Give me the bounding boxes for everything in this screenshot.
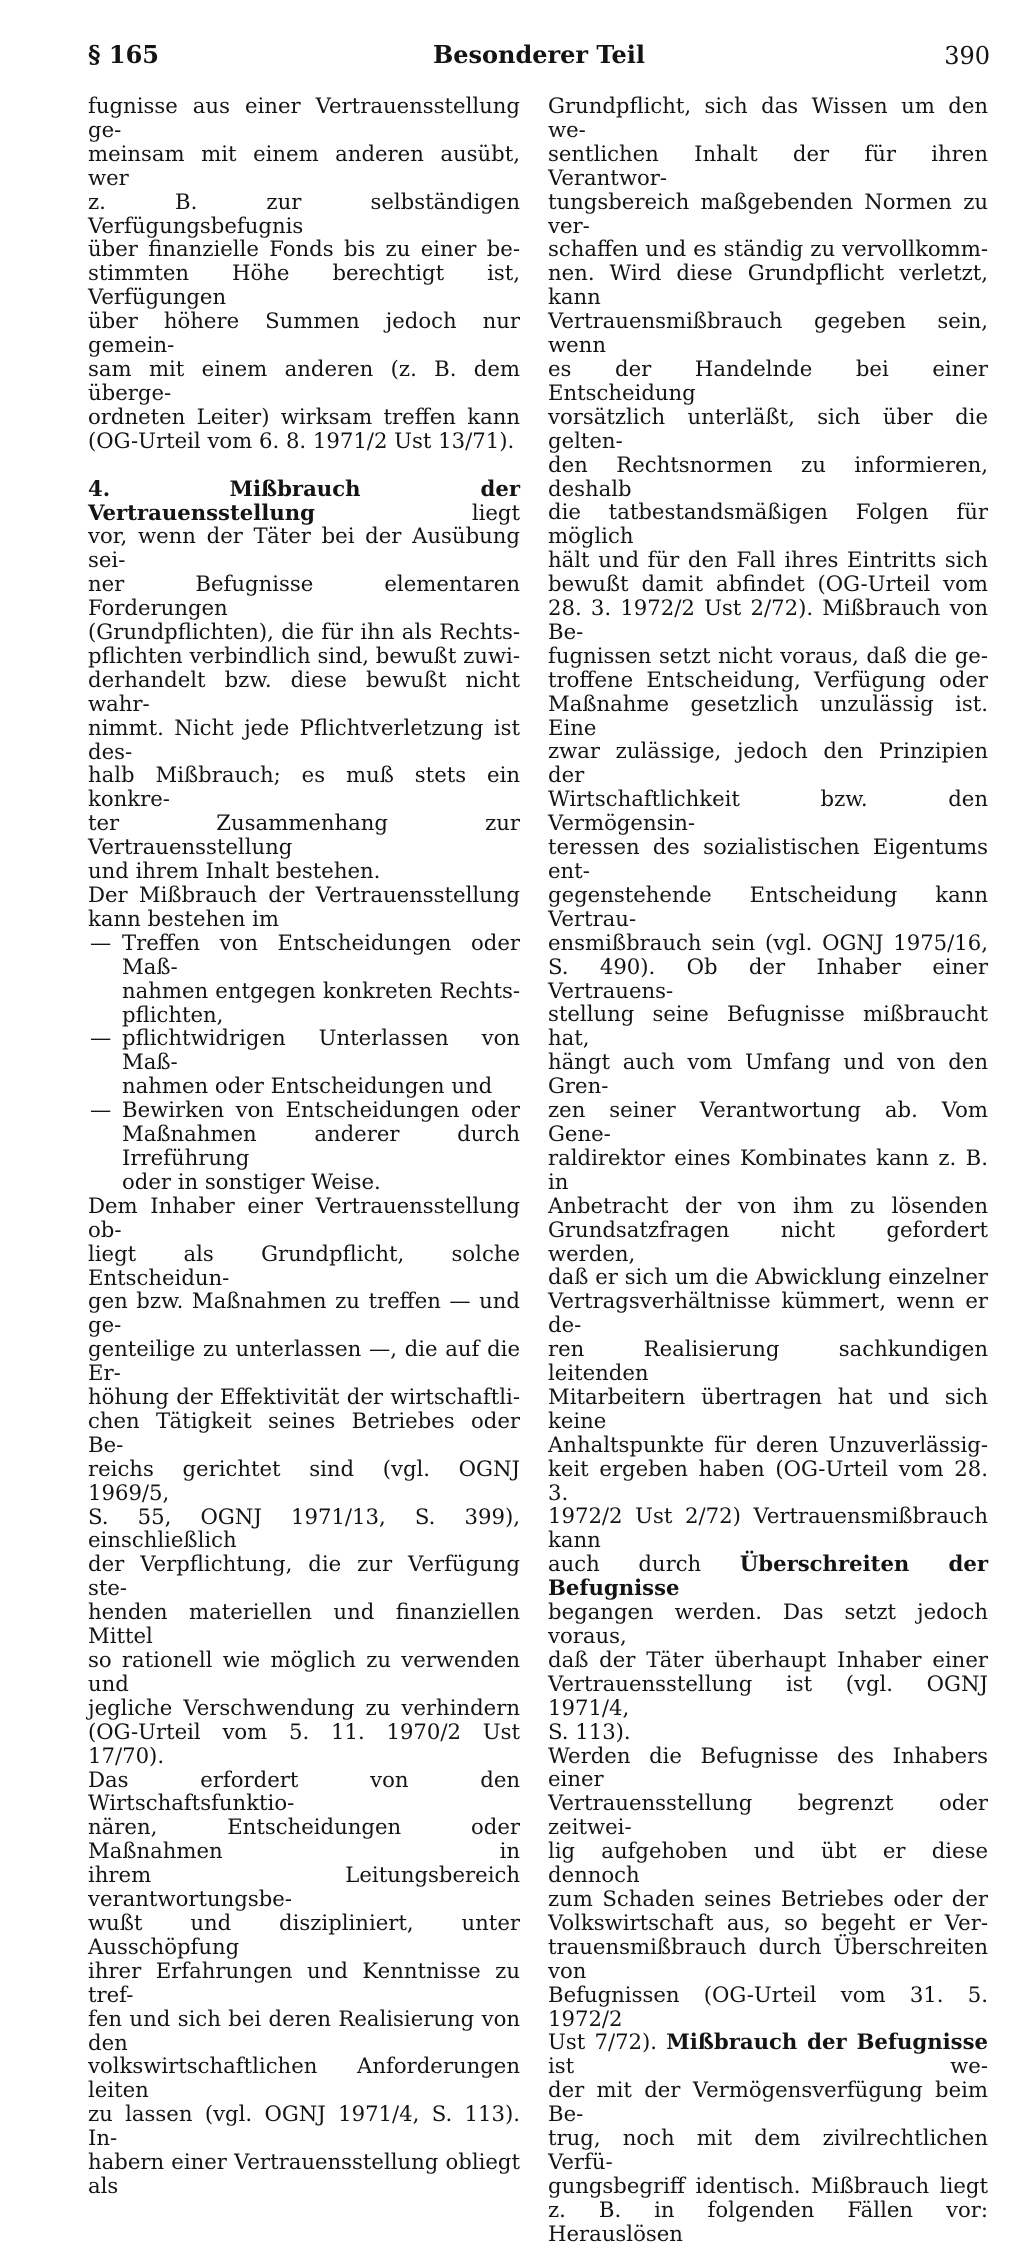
paragraph-6 — [548, 1744, 988, 2246]
text-line: Grundsatzfragen nicht gefordert werden, — [548, 1216, 988, 1266]
text-line: pflichtwidrigen Unterlassen von Maß- — [122, 1025, 520, 1075]
text-line: (Grundpflichten), die für ihn als Rechts- — [88, 619, 520, 645]
text-line: trauensmißbrauch durch Überschreiten von — [548, 1933, 988, 1983]
text-line: Vertragsverhältnisse kümmert, wenn er de- — [548, 1288, 988, 1338]
text-line: meinsam mit einem anderen ausübt, wer — [88, 140, 520, 190]
text-line: Maßnahme gesetzlich unzulässig ist. Eine — [548, 690, 988, 740]
text-line: genteilige zu unterlassen —, die auf die Er- — [88, 1336, 520, 1386]
text-line: fugnissen setzt nicht voraus, daß die ge- — [548, 642, 988, 668]
text-line: z. B. in folgenden Fällen vor: Herauslösen — [548, 2196, 988, 2246]
text-line: ensmißbrauch sein (vgl. OGNJ 1975/16, — [548, 929, 988, 955]
paragraph-1 — [88, 94, 520, 453]
text-fragment: Ust 7/72). — [548, 2029, 658, 2055]
text-line: ner Befugnisse elementaren Forderungen — [88, 571, 520, 621]
paragraph-4 — [88, 1194, 520, 2198]
text-line: chen Tätigkeit seines Betriebes oder Be- — [88, 1407, 520, 1457]
text-line: vorsätzlich unterläßt, sich über die gelten- — [548, 403, 988, 453]
text-line: nimmt. Nicht jede Pflichtverletzung ist des- — [88, 714, 520, 764]
text-line: habern einer Vertrauensstellung obliegt als — [88, 2149, 520, 2198]
text-line: pflichten verbindlich sind, bewußt zuwi- — [88, 642, 520, 668]
text-line: stimmten Höhe berechtigt ist, Verfügungen — [88, 260, 520, 310]
running-title: Besonderer Teil — [432, 40, 646, 69]
page-header — [88, 40, 990, 80]
text-line: gegenstehende Entscheidung kann Vertrau- — [548, 881, 988, 931]
text-line: Der Mißbrauch der Vertrauensstellung — [88, 882, 520, 907]
text-line: begangen werden. Das setzt jedoch voraus, — [548, 1599, 988, 1648]
text-line: über finanzielle Fonds bis zu einer be- — [88, 236, 520, 262]
text-line: Wirtschaftlichkeit bzw. den Vermögensin- — [548, 786, 988, 836]
text-line: liegt als Grundpflicht, solche Entscheidun- — [88, 1240, 520, 1290]
text-line: der Verpflichtung, die zur Verfügung ste- — [88, 1551, 520, 1601]
text-line: fugnisse aus einer Vertrauensstellung ge- — [88, 93, 520, 142]
text-line: es der Handelnde bei einer Entscheidung — [548, 355, 988, 405]
text-line — [548, 1552, 988, 1600]
text-line: Vertrauensstellung ist (vgl. OGNJ 1971/4, — [548, 1670, 988, 1720]
text-line: stellung seine Befugnisse mißbraucht hat, — [548, 1001, 988, 1051]
text-line: vor, wenn der Täter bei der Ausübung sei- — [88, 523, 520, 573]
text-line: Bewirken von Entscheidungen oder — [122, 1097, 520, 1123]
bold-term: Mißbrauch der Befugnisse — [666, 2029, 988, 2055]
text-line: fen und sich bei deren Realisierung von den — [88, 2005, 520, 2055]
text-line: troffene Entscheidung, Verfügung oder — [548, 666, 988, 692]
text-line: raldirektor eines Kombinates kann z. B. in — [548, 1144, 988, 1194]
text-line: trug, noch mit dem zivilrechtlichen Verfü- — [548, 2125, 988, 2174]
text-line: Maßnahmen anderer durch Irreführung — [122, 1121, 520, 1170]
text-line: Volkswirtschaft aus, so begeht er Ver- — [548, 1909, 988, 1935]
text-fragment: liegt — [471, 499, 520, 525]
text-line: Befugnissen (OG-Urteil vom 31. 5. 1972/2 — [548, 1981, 988, 2031]
text-line: Vertrauensstellung begrenzt oder zeitwei- — [548, 1790, 988, 1840]
text-line: jegliche Verschwendung zu verhindern — [88, 1694, 520, 1720]
text-line: Das erfordert von den Wirtschaftsfunktio- — [88, 1766, 520, 1816]
text-line: hängt auch vom Umfang und von den Gren- — [548, 1049, 988, 1099]
text-line: gungsbegriff identisch. Mißbrauch liegt — [548, 2172, 988, 2198]
text-line: so rationell wie möglich zu verwenden und — [88, 1647, 520, 1696]
text-line: bewußt damit abfindet (OG-Urteil vom — [548, 571, 988, 597]
dash-marker: — — [90, 929, 112, 955]
text-line: ihrem Leitungsbereich verantwortungsbe- — [88, 1862, 520, 1912]
text-line: gen bzw. Maßnahmen zu treffen — und ge- — [88, 1288, 520, 1338]
right-column — [548, 94, 988, 2246]
text-line: ihrer Erfahrungen und Kenntnisse zu tref- — [88, 1957, 520, 2007]
text-line: Vertrauensmißbrauch gegeben sein, wenn — [548, 308, 988, 358]
paragraph-3 — [88, 883, 520, 931]
text-line: Treffen von Entscheidungen oder Maß- — [122, 929, 520, 979]
section-number: § 165 — [88, 40, 160, 69]
text-line: über höhere Summen jedoch nur gemein- — [88, 308, 520, 358]
text-line: Mitarbeitern übertragen hat und sich keine — [548, 1383, 988, 1433]
text-line: zwar zulässige, jedoch den Prinzipien der — [548, 738, 988, 788]
text-line: höhung der Effektivität der wirtschaftli- — [88, 1384, 520, 1410]
text-line: zum Schaden seines Betriebes oder der — [548, 1885, 988, 1911]
text-line: ter Zusammenhang zur Vertrauensstellung — [88, 810, 520, 860]
text-line: ordneten Leiter) wirksam treffen kann — [88, 403, 520, 429]
text-line — [548, 2030, 988, 2078]
text-line: kann bestehen im — [88, 905, 279, 931]
text-line: die tatbestandsmäßigen Folgen für möglich — [548, 499, 988, 549]
text-line: sam mit einem anderen (z. B. dem überge- — [88, 355, 520, 405]
text-line: reichs gerichtet sind (vgl. OGNJ 1969/5, — [88, 1455, 520, 1505]
text-line: S. 490). Ob der Inhaber einer Vertrauens- — [548, 953, 988, 1003]
dash-marker: — — [90, 1097, 112, 1123]
text-line: der mit der Vermögensverfügung beim Be- — [548, 2077, 988, 2127]
page-number: 390 — [944, 42, 990, 70]
text-line: henden materiellen und finanziellen Mittel — [88, 1599, 520, 1649]
text-line: derhandelt bzw. diese bewußt nicht wahr- — [88, 666, 520, 716]
text-line: (OG-Urteil vom 5. 11. 1970/2 Ust 17/70). — [88, 1718, 520, 1768]
text-line: Grundpflicht, sich das Wissen um den we- — [548, 93, 988, 142]
text-line: pflichten, — [122, 1001, 224, 1027]
text-line — [88, 477, 520, 525]
text-line: Anbetracht der von ihm zu lösenden — [548, 1192, 988, 1218]
text-line: keit ergeben haben (OG-Urteil vom 28. 3. — [548, 1455, 988, 1505]
text-line: nahmen entgegen konkreten Rechts- — [122, 977, 520, 1003]
text-line: teressen des sozialistischen Eigentums ent- — [548, 834, 988, 883]
text-line: daß er sich um die Abwicklung einzelner — [548, 1264, 988, 1290]
text-line: hält und für den Fall ihres Eintritts sich — [548, 547, 988, 573]
text-line: nären, Entscheidungen oder Maßnahmen in — [88, 1814, 520, 1864]
text-line: 28. 3. 1972/2 Ust 2/72). Mißbrauch von Be- — [548, 595, 988, 644]
text-fragment: auch durch — [548, 1551, 702, 1577]
text-line: S. 113). — [548, 1718, 631, 1744]
text-line: oder in sonstiger Weise. — [122, 1168, 381, 1194]
text-line: daß der Täter überhaupt Inhaber einer — [548, 1646, 988, 1672]
dash-marker: — — [90, 1025, 112, 1051]
text-line: sentlichen Inhalt der für ihren Verantwor- — [548, 140, 988, 190]
text-line: (OG-Urteil vom 6. 8. 1971/2 Ust 13/71). — [88, 427, 515, 453]
text-line: nen. Wird diese Grundpflicht verletzt, kann — [548, 260, 988, 310]
list-item — [88, 1026, 520, 1098]
text-line: schaffen und es ständig zu vervollkomm- — [548, 236, 988, 262]
text-line: S. 55, OGNJ 1971/13, S. 399), einschließlich — [88, 1503, 520, 1553]
text-line: 1972/2 Ust 2/72) Vertrauensmißbrauch kann — [548, 1503, 988, 1553]
text-line: nahmen oder Entscheidungen und — [122, 1073, 493, 1099]
left-column — [88, 94, 520, 2198]
text-line: den Rechtsnormen zu informieren, deshalb — [548, 451, 988, 501]
item-number: 4. — [88, 475, 111, 501]
bold-term: Überschreiten der Befugnisse — [548, 1551, 988, 1601]
paragraph-5 — [548, 94, 988, 1744]
text-line: ren Realisierung sachkundigen leitenden — [548, 1336, 988, 1386]
text-line: z. B. zur selbständigen Verfügungsbefugnis — [88, 188, 520, 238]
dash-list — [88, 931, 520, 1194]
text-line: zen seiner Verantwortung ab. Vom Gene- — [548, 1097, 988, 1146]
text-line: Anhaltspunkte für deren Unzuverlässig- — [548, 1431, 988, 1457]
text-line: tungsbereich maßgebenden Normen zu ver- — [548, 188, 988, 238]
bold-term: Mißbrauch der Vertrauensstellung — [88, 475, 520, 525]
text-line: volkswirtschaftlichen Anforderungen leiten — [88, 2053, 520, 2103]
text-line: wußt und diszipliniert, unter Ausschöpfung — [88, 1909, 520, 1959]
list-item — [88, 931, 520, 1027]
text-line: Dem Inhaber einer Vertrauensstellung ob- — [88, 1192, 520, 1242]
text-line: Werden die Befugnisse des Inhabers einer — [548, 1742, 988, 1792]
text-line: zu lassen (vgl. OGNJ 1971/4, S. 113). In- — [88, 2101, 520, 2151]
text-line: und ihrem Inhalt bestehen. — [88, 858, 381, 884]
paragraph-2 — [88, 477, 520, 883]
text-line: halb Mißbrauch; es muß stets ein konkre- — [88, 762, 520, 812]
text-fragment: ist we- — [548, 2053, 988, 2079]
text-line: lig aufgehoben und übt er diese dennoch — [548, 1838, 988, 1888]
list-item — [88, 1098, 520, 1194]
